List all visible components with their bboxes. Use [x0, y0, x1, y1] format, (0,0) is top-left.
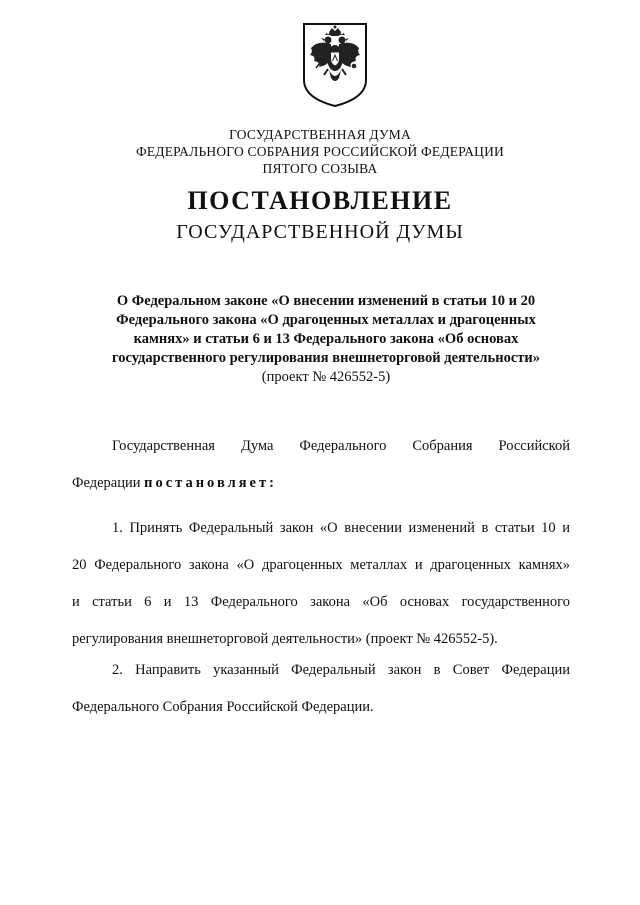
- document-subtitle: ГОСУДАРСТВЕННОЙ ДУМЫ: [176, 221, 464, 243]
- preamble-line-1: Государственная Дума Федерального Собрания Российской: [112, 438, 570, 454]
- preamble-federation-word: Федерации: [72, 475, 141, 491]
- resolves-word: постановляет:: [144, 475, 277, 491]
- coat-of-arms-emblem: [302, 22, 368, 108]
- subject-line: государственного регулирования внешнеторговой деятельности»: [112, 350, 540, 366]
- item-1-line: и статьи 6 и 13 Федерального закона «Об основах государственного: [72, 594, 570, 610]
- item-1-line: регулирования внешнеторговой деятельности» (проект № 426552-5).: [72, 631, 498, 647]
- subject-line: О Федеральном законе «О внесении изменений в статьи 10 и 20: [116, 293, 536, 309]
- duma-header: [0, 126, 640, 177]
- item-2-line: 2. Направить указанный Федеральный закон в Совет Федерации: [112, 662, 570, 678]
- header-line-3: ПЯТОГО СОЗЫВА: [262, 161, 378, 176]
- item-2-line: Федерального Собрания Российской Федерации.: [72, 699, 374, 715]
- preamble-line-2: [72, 475, 570, 492]
- item-1-line: 20 Федерального закона «О драгоценных металлах и драгоценных камнях»: [72, 557, 570, 573]
- subject-line: Федерального закона «О драгоценных металлах и драгоценных: [116, 312, 536, 328]
- item-1-line: 1. Принять Федеральный закон «О внесении изменений в статьи 10 и: [112, 520, 570, 536]
- subject-line: камнях» и статьи 6 и 13 Федерального закона «Об основах: [133, 331, 519, 347]
- header-line-1: ГОСУДАРСТВЕННАЯ ДУМА: [229, 127, 411, 142]
- document-subject: [60, 292, 592, 387]
- project-number: (проект № 426552-5): [261, 369, 391, 385]
- header-line-2: ФЕДЕРАЛЬНОГО СОБРАНИЯ РОССИЙСКОЙ ФЕДЕРАЦИИ: [136, 144, 504, 159]
- document-title: ПОСТАНОВЛЕНИЕ: [187, 186, 453, 215]
